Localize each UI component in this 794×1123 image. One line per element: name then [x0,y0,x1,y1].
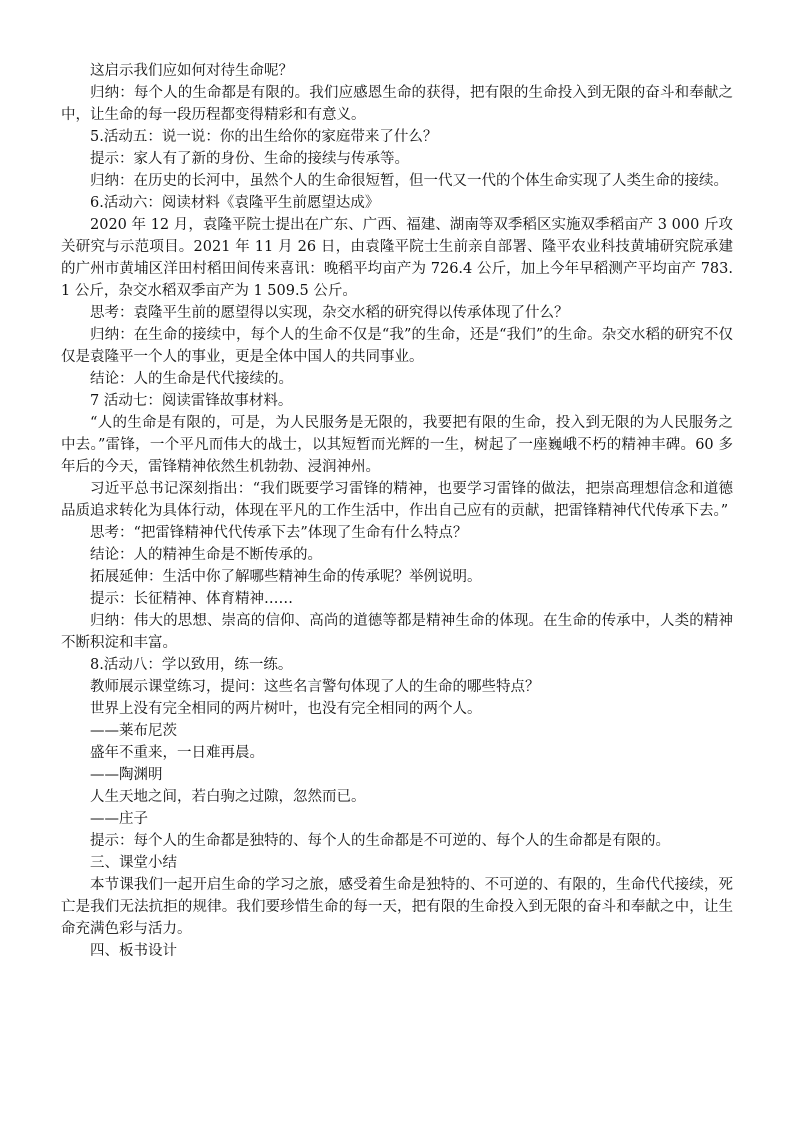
paragraph: 人生天地之间，若白驹之过隙，忽然而已。 [90,789,366,805]
paragraph: “人的生命是有限的，可是，为人民服务是无限的，我要把有限的生命，投入到无限的为人民服务之中去。”雷锋，一个平凡而伟大的战士，以其短暂而光辉的一生，树起了一座巍峨不朽的精神丰碑。60 多年后的今天，雷锋精神依然生机勃勃、浸润神州。 [61,415,733,475]
paragraph: 8.活动八：学以致用，练一练。 [90,657,293,673]
paragraph: 结论：人的精神生命是不断传承的。 [90,547,322,563]
paragraph: 三、课堂小结 [90,855,177,871]
paragraph: 四、板书设计 [90,943,177,959]
paragraph: ——陶渊明 [90,767,163,783]
paragraph: 2020 年 12 月，袁隆平院士提出在广东、广西、福建、湖南等双季稻区实施双季稻亩产 3 000 斤攻关研究与示范项目。2021 年 11 月 26 日，由袁隆平院士生前亲自部署、隆平农业科技黄埔研究院承建的广州市黄埔区洋田村稻田间传来喜讯：晚稻平均亩产为 726.4 公斤，加上今年早稻测产平均亩产 783.1 公斤，杂交水稻双季亩产为 1 509.5 公斤。 [61,217,733,299]
paragraph: 6.活动六：阅读材料《袁隆平生前愿望达成》 [90,195,380,211]
paragraph: 习近平总书记深刻指出：“我们既要学习雷锋的精神，也要学习雷锋的做法，把崇高理想信念和道德品质追求转化为具体行动，体现在平凡的工作生活中，作出自己应有的贡献，把雷锋精神代代传承下去。” [61,481,733,519]
paragraph: 思考：“把雷锋精神代代传承下去”体现了生命有什么特点？ [90,525,468,541]
paragraph: 提示：每个人的生命都是独特的、每个人的生命都是不可逆的、每个人的生命都是有限的。 [90,833,670,849]
paragraph: 教师展示课堂练习，提问：这些名言警句体现了人的生命的哪些特点？ [90,679,540,695]
paragraph: 7 活动七：阅读雷锋故事材料。 [90,393,293,409]
paragraph: 世界上没有完全相同的两片树叶，也没有完全相同的两个人。 [90,701,482,717]
paragraph: ——庄子 [90,811,148,827]
paragraph: ——莱布尼茨 [90,723,177,739]
paragraph: 思考：袁隆平生前的愿望得以实现，杂交水稻的研究得以传承体现了什么？ [90,305,569,321]
paragraph: 提示：长征精神、体育精神…… [90,591,293,607]
paragraph: 本节课我们一起开启生命的学习之旅，感受着生命是独特的、不可逆的、有限的，生命代代接续，死亡是我们无法抗拒的规律。我们要珍惜生命的每一天，把有限的生命投入到无限的奋斗和奉献之中，让生命充满色彩与活力。 [61,877,733,937]
document-body [61,60,733,962]
paragraph: 归纳：在生命的接续中，每个人的生命不仅是“我”的生命，还是“我们”的生命。杂交水稻的研究不仅仅是袁隆平一个人的事业，更是全体中国人的共同事业。 [61,327,733,365]
paragraph: 结论：人的生命是代代接续的。 [90,371,293,387]
paragraph: 盛年不重来，一日难再晨。 [90,745,264,761]
paragraph: 这启示我们应如何对待生命呢？ [90,63,293,79]
paragraph: 5.活动五：说一说：你的出生给你的家庭带来了什么？ [90,129,438,145]
paragraph: 归纳：伟大的思想、崇高的信仰、高尚的道德等都是精神生命的体现。在生命的传承中，人类的精神不断积淀和丰富。 [61,613,733,651]
paragraph: 归纳：在历史的长河中，虽然个人的生命很短暂，但一代又一代的个体生命实现了人类生命的接续。 [90,173,728,189]
paragraph: 提示：家人有了新的身份、生命的接续与传承等。 [90,151,409,167]
paragraph: 归纳：每个人的生命都是有限的。我们应感恩生命的获得，把有限的生命投入到无限的奋斗和奉献之中，让生命的每一段历程都变得精彩和有意义。 [61,85,733,123]
paragraph: 拓展延伸：生活中你了解哪些精神生命的传承呢？举例说明。 [90,569,482,585]
